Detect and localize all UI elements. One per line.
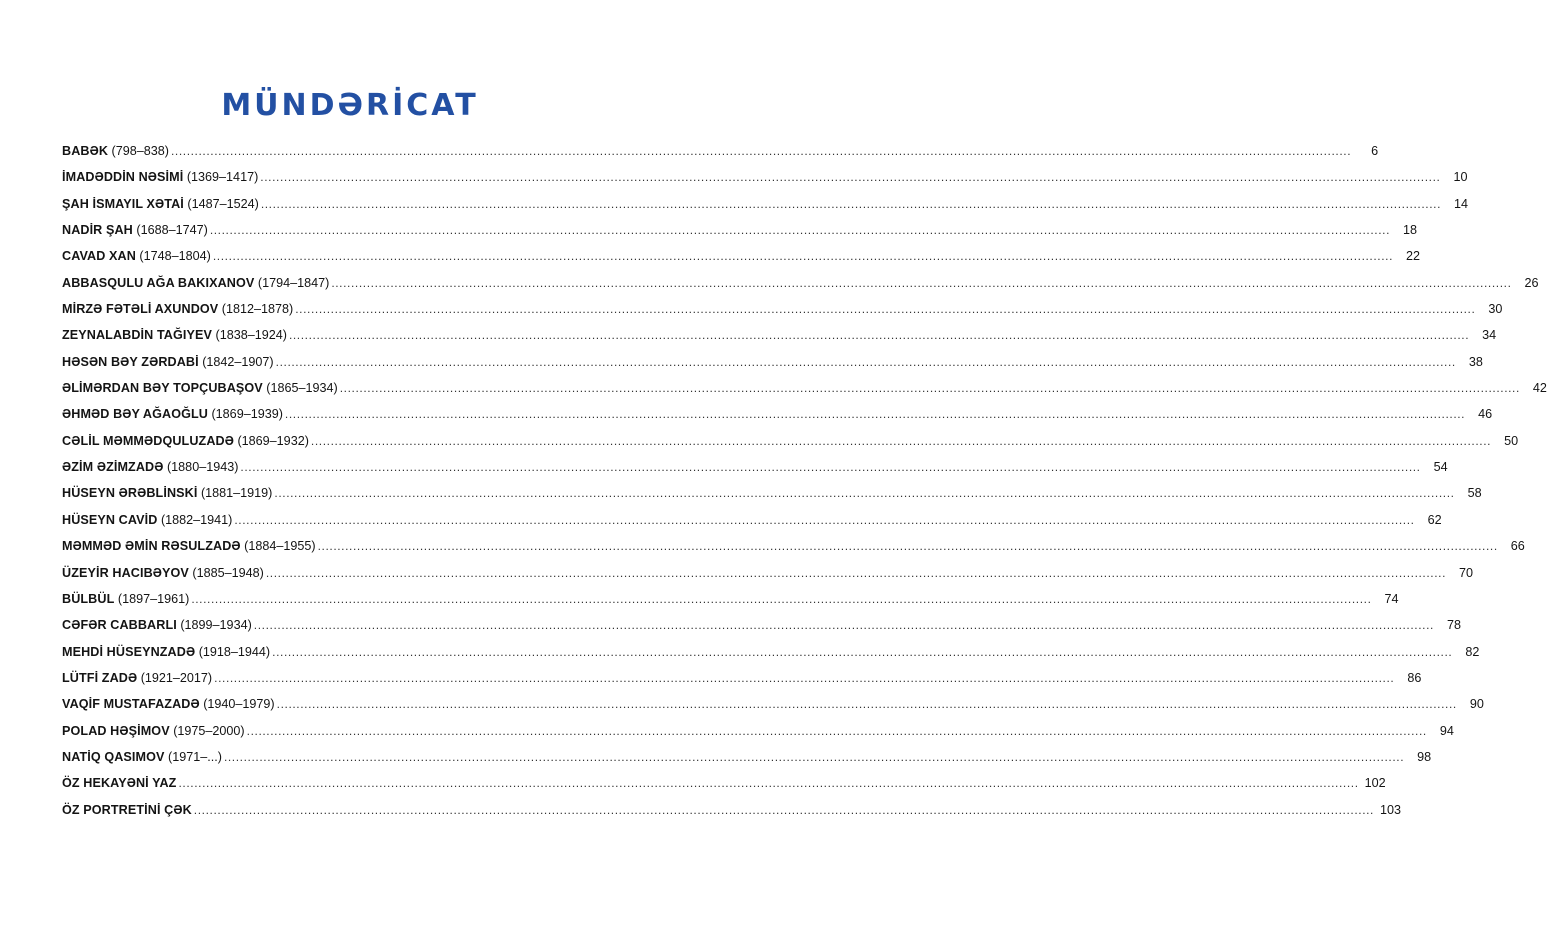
- toc-entry: [62, 589, 1399, 615]
- toc-entry-dates: (1748–1804): [139, 249, 211, 264]
- toc-entry-title: ƏHMƏD BƏY AĞAOĞLU: [62, 407, 208, 422]
- dot-leader: ............................................................................................................................................................................................................................................................................................................: [276, 697, 1457, 712]
- dot-leader: ............................................................................................................................................................................................................................................................................................................: [193, 802, 1374, 817]
- toc-entry-dates: (1940–1979): [203, 697, 275, 712]
- toc-entry: [62, 404, 1493, 430]
- toc-entry-dates: (1838–1924): [215, 328, 287, 343]
- toc-entry-page-number: 34: [1482, 328, 1497, 343]
- toc-entry-page-number: 90: [1469, 697, 1484, 712]
- toc-entry-page-number: 22: [1406, 249, 1421, 264]
- dot-leader: ............................................................................................................................................................................................................................................................................................................: [209, 223, 1391, 238]
- dot-leader: ............................................................................................................................................................................................................................................................................................................: [170, 144, 1352, 158]
- toc-entry-title: VAQİF MUSTAFAZADƏ: [62, 697, 200, 712]
- dot-leader: ............................................................................................................................................................................................................................................................................................................: [260, 196, 1442, 211]
- toc-entry-page-number: 18: [1403, 223, 1418, 238]
- toc-entry-page-number: 50: [1504, 433, 1519, 448]
- toc-entry-title: MEHDİ HÜSEYNZADƏ: [62, 644, 196, 659]
- dot-leader: ............................................................................................................................................................................................................................................................................................................: [234, 512, 1415, 527]
- toc-entry-dates: (1918–1944): [198, 644, 271, 659]
- toc-entry-dates: (1881–1919): [200, 486, 273, 501]
- dot-leader: ............................................................................................................................................................................................................................................................................................................: [214, 670, 1395, 685]
- toc-entry-page-number: 78: [1446, 618, 1461, 633]
- toc-entry: [62, 483, 1482, 509]
- toc-entry-dates: (1971–...): [168, 749, 222, 764]
- toc-entry: [62, 141, 1379, 167]
- toc-entry: [62, 194, 1469, 220]
- toc-entry-title: ƏZİM ƏZİMZADƏ: [62, 460, 164, 475]
- dot-leader: ............................................................................................................................................................................................................................................................................................................: [272, 644, 1453, 659]
- toc-entry-dates: (1885–1948): [192, 565, 264, 580]
- toc-entry: [62, 457, 1448, 483]
- toc-entry-title: ÜZEYİR HACIBƏYOV: [62, 565, 189, 580]
- toc-entry-page-number: 66: [1510, 539, 1525, 554]
- dot-leader: ............................................................................................................................................................................................................................................................................................................: [295, 302, 1476, 317]
- toc-entry-title: HÜSEYN ƏRƏBLİNSKİ: [62, 486, 198, 501]
- toc-entry: [62, 510, 1442, 536]
- toc-entry: [62, 246, 1421, 272]
- toc-entry-page-number: 94: [1439, 723, 1454, 738]
- toc-entry-dates: (798–838): [111, 144, 169, 158]
- toc-entry-page-number: 54: [1433, 460, 1448, 475]
- toc-entry-page-number: 98: [1417, 749, 1432, 764]
- dot-leader: ............................................................................................................................................................................................................................................................................................................: [284, 407, 1466, 422]
- toc-entry-page-number: 10: [1453, 170, 1468, 185]
- toc-entry-dates: (1869–1932): [237, 433, 309, 448]
- toc-entry-dates: (1688–1747): [136, 223, 208, 238]
- dot-leader: ............................................................................................................................................................................................................................................................................................................: [212, 249, 1394, 264]
- toc-entry-dates: (1869–1939): [211, 407, 283, 422]
- table-of-contents: [62, 141, 1547, 826]
- toc-entry-title: MİRZƏ FƏTƏLİ AXUNDOV: [62, 302, 219, 317]
- toc-entry-title: NADİR ŞAH: [62, 223, 133, 238]
- toc-entry: [62, 694, 1484, 720]
- toc-entry-title: ƏLİMƏRDAN BƏY TOPÇUBAŞOV: [62, 381, 263, 396]
- toc-entry-title: NATİQ QASIMOV: [62, 749, 165, 764]
- toc-entry-page-number: 74: [1384, 591, 1399, 606]
- toc-entry-page-number: 6: [1371, 144, 1379, 158]
- toc-entry-page-number: 70: [1459, 565, 1474, 580]
- toc-entry-page-number: 46: [1478, 407, 1493, 422]
- dot-leader: ............................................................................................................................................................................................................................................................................................................: [265, 565, 1447, 580]
- dot-leader: ............................................................................................................................................................................................................................................................................................................: [331, 275, 1512, 290]
- toc-entry-dates: (1899–1934): [180, 618, 252, 633]
- toc-entry-page-number: 82: [1465, 644, 1480, 659]
- toc-entry-title: ÖZ PORTRETİNİ ÇƏK: [62, 802, 192, 817]
- toc-entry: [62, 431, 1519, 457]
- dot-leader: ............................................................................................................................................................................................................................................................................................................: [317, 539, 1498, 554]
- toc-entry-dates: (1865–1934): [266, 381, 338, 396]
- toc-entry-title: HƏSƏN BƏY ZƏRDABİ: [62, 354, 199, 369]
- toc-entry-page-number: 86: [1407, 670, 1422, 685]
- toc-entry: [62, 220, 1418, 246]
- toc-entry-dates: (1975–2000): [173, 723, 245, 738]
- toc-entry: [62, 800, 1401, 826]
- toc-entry-page-number: 42: [1532, 381, 1547, 396]
- toc-entry: [62, 668, 1422, 694]
- toc-entry-dates: (1880–1943): [166, 460, 239, 475]
- toc-entry-page-number: 14: [1454, 196, 1469, 211]
- toc-entry-title: İMADƏDDİN NƏSİMİ: [62, 170, 184, 185]
- toc-entry-title: POLAD HƏŞİMOV: [62, 723, 170, 738]
- toc-entry: [62, 563, 1474, 589]
- dot-leader: ............................................................................................................................................................................................................................................................................................................: [260, 170, 1441, 185]
- dot-leader: ............................................................................................................................................................................................................................................................................................................: [310, 433, 1492, 448]
- toc-entry-title: CAVAD XAN: [62, 249, 136, 264]
- toc-entry: [62, 642, 1480, 668]
- toc-entry-dates: (1842–1907): [202, 354, 274, 369]
- dot-leader: ............................................................................................................................................................................................................................................................................................................: [253, 618, 1434, 633]
- toc-entry: [62, 378, 1547, 404]
- toc-entry: [62, 299, 1503, 325]
- toc-entry-title: HÜSEYN CAVİD: [62, 512, 158, 527]
- toc-entry: [62, 325, 1497, 351]
- toc-entry-title: CƏFƏR CABBARLI: [62, 618, 177, 633]
- toc-entry-title: MƏMMƏD ƏMİN RƏSULZADƏ: [62, 539, 241, 554]
- dot-leader: ............................................................................................................................................................................................................................................................................................................: [191, 591, 1372, 606]
- toc-entry: [62, 773, 1386, 799]
- toc-entry: [62, 352, 1483, 378]
- toc-entry-title: BÜLBÜL: [62, 591, 115, 606]
- dot-leader: ............................................................................................................................................................................................................................................................................................................: [223, 749, 1405, 764]
- toc-entry-page-number: 102: [1364, 776, 1386, 791]
- toc-entry-dates: (1882–1941): [160, 512, 233, 527]
- toc-entry: [62, 747, 1432, 773]
- dot-leader: ............................................................................................................................................................................................................................................................................................................: [339, 381, 1520, 396]
- toc-entry-title: ŞAH İSMAYIL XƏTAİ: [62, 196, 184, 211]
- toc-entry: [62, 167, 1468, 193]
- dot-leader: ............................................................................................................................................................................................................................................................................................................: [275, 354, 1456, 369]
- dot-leader: ............................................................................................................................................................................................................................................................................................................: [240, 460, 1421, 475]
- dot-leader: ............................................................................................................................................................................................................................................................................................................: [246, 723, 1427, 738]
- dot-leader: ............................................................................................................................................................................................................................................................................................................: [288, 328, 1470, 343]
- toc-entry-title: ABBASQULU AĞA BAKIXANOV: [62, 275, 255, 290]
- toc-entry-page-number: 38: [1468, 354, 1483, 369]
- toc-entry: [62, 536, 1525, 562]
- toc-entry-page-number: 58: [1467, 486, 1482, 501]
- toc-entry-title: ÖZ HEKAYƏNİ YAZ: [62, 776, 177, 791]
- page-title: MÜNDƏRİCAT: [221, 88, 479, 124]
- toc-entry-dates: (1369–1417): [186, 170, 259, 185]
- toc-entry-dates: (1884–1955): [244, 539, 316, 554]
- toc-entry-title: CƏLİL MƏMMƏDQULUZADƏ: [62, 433, 234, 448]
- toc-entry: [62, 721, 1454, 747]
- toc-entry-page-number: 30: [1488, 302, 1503, 317]
- toc-entry-dates: (1897–1961): [117, 591, 190, 606]
- toc-entry-page-number: 103: [1379, 802, 1401, 817]
- toc-entry-title: BABƏK: [62, 144, 109, 158]
- toc-entry-page-number: 62: [1427, 512, 1442, 527]
- toc-entry: [62, 615, 1461, 641]
- toc-entry-title: ZEYNALABDİN TAĞIYEV: [62, 328, 212, 343]
- toc-entry-dates: (1812–1878): [221, 302, 294, 317]
- dot-leader: ............................................................................................................................................................................................................................................................................................................: [274, 486, 1455, 501]
- toc-entry-title: LÜTFİ ZADƏ: [62, 670, 138, 685]
- toc-entry-dates: (1794–1847): [257, 275, 330, 290]
- toc-entry-dates: (1487–1524): [187, 196, 259, 211]
- toc-entry-page-number: 26: [1524, 275, 1539, 290]
- toc-entry-dates: (1921–2017): [140, 670, 213, 685]
- dot-leader: ............................................................................................................................................................................................................................................................................................................: [178, 776, 1359, 791]
- toc-entry: [62, 273, 1539, 299]
